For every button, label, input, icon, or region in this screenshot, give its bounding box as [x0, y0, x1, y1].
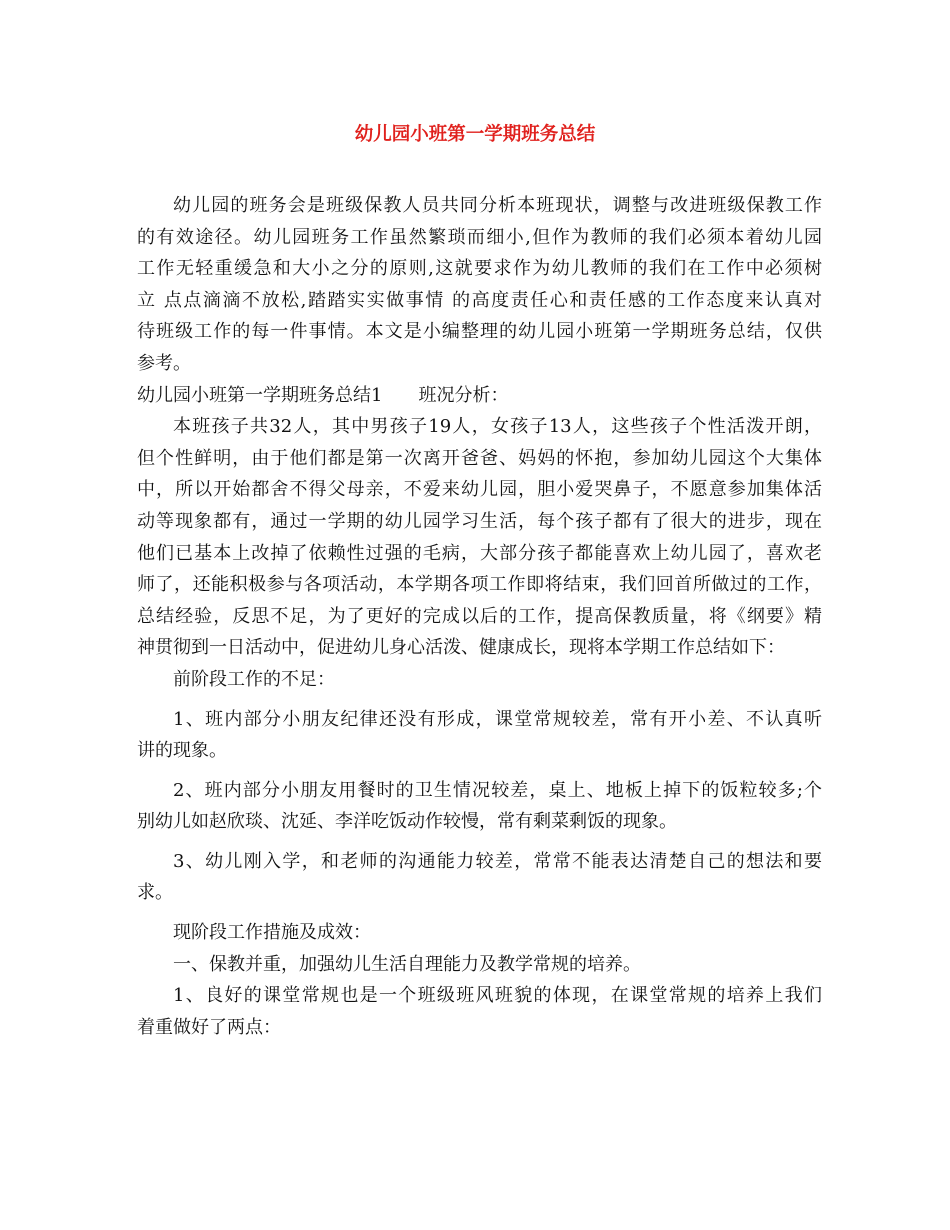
list-item: [137, 980, 822, 1043]
text-line: 但个性鲜明，由于他们都是第一次离开爸爸、妈妈的怀抱，参加幼儿园这个大集体: [137, 447, 822, 469]
list-item: [137, 846, 822, 909]
text-line: 别幼儿如赵欣琰、沈延、李洋吃饭动作较慢，常有剩菜剩饭的现象。: [137, 811, 677, 833]
text-line: 的有效途径。幼儿园班务工作虽然繁琐而细小,但作为教师的我们必须本着幼儿园: [137, 226, 822, 248]
text-line: 工作无轻重缓急和大小之分的原则,这就要求作为幼儿教师的我们在工作中必须树: [137, 258, 822, 280]
text-line: 着重做好了两点：: [137, 1016, 281, 1038]
text-line: 神贯彻到一日活动中，促进幼儿身心活泼、健康成长，现将本学期工作总结如下：: [137, 637, 785, 659]
section-heading-line: [137, 380, 822, 412]
text-line: 他们已基本上改掉了依赖性过强的毛病，大部分孩子都能喜欢上幼儿园了，喜欢老: [137, 542, 822, 564]
shortcomings-heading: 前阶段工作的不足：: [173, 668, 335, 690]
measures-heading: 现阶段工作措施及成效：: [173, 922, 371, 944]
text-line: 3、幼儿刚入学，和老师的沟通能力较差，常常不能表达清楚自己的想法和要: [173, 850, 822, 872]
analysis-paragraph: [137, 411, 822, 664]
text-line: 师了，还能积极参与各项活动，本学期各项工作即将结束，我们回首所做过的工作，: [137, 574, 822, 596]
section-subheading: 班况分析：: [418, 384, 509, 406]
text-line: 中，所以开始都舍不得父母亲，不爱来幼儿园，胆小爱哭鼻子，不愿意参加集体活: [137, 479, 822, 501]
text-line: 总结经验，反思不足，为了更好的完成以后的工作，提高保教质量，将《纲要》精: [137, 605, 822, 627]
measure-one-heading: 一、保教并重，加强幼儿生活自理能力及教学常规的培养。: [173, 953, 641, 975]
text-line: 立 点点滴滴不放松,踏踏实实做事情 的高度责任心和责任感的工作态度来认真对: [137, 289, 822, 311]
intro-paragraph: [137, 190, 822, 380]
section-heading: 幼儿园小班第一学期班务总结1: [137, 384, 383, 406]
text-line: 1、良好的课堂常规也是一个班级班风班貌的体现，在课堂常规的培养上我们: [173, 985, 822, 1007]
text-line: 幼儿园的班务会是班级保教人员共同分析本班现状，调整与改进班级保教工作: [173, 195, 822, 216]
document-title: 幼儿园小班第一学期班务总结: [354, 124, 596, 145]
text-line: 本班孩子共32人，其中男孩子19人，女孩子13人，这些孩子个性活泼开朗，: [173, 416, 822, 438]
text-line: 参考。: [137, 352, 191, 374]
text-line: 2、班内部分小朋友用餐时的卫生情况较差，桌上、地板上掉下的饭粒较多;个: [173, 779, 822, 801]
text-line: 1、班内部分小朋友纪律还没有形成，课堂常规较差，常有开小差、不认真听: [173, 708, 822, 730]
text-line: 讲的现象。: [137, 740, 227, 762]
text-line: 求。: [137, 882, 173, 904]
text-line: 动等现象都有，通过一学期的幼儿园学习生活，每个孩子都有了很大的进步，现在: [137, 510, 822, 532]
list-item: [137, 775, 822, 838]
list-item: [137, 704, 822, 767]
document-body: [137, 190, 822, 1043]
text-line: 待班级工作的每一件事情。本文是小编整理的幼儿园小班第一学期班务总结，仅供: [137, 321, 822, 343]
